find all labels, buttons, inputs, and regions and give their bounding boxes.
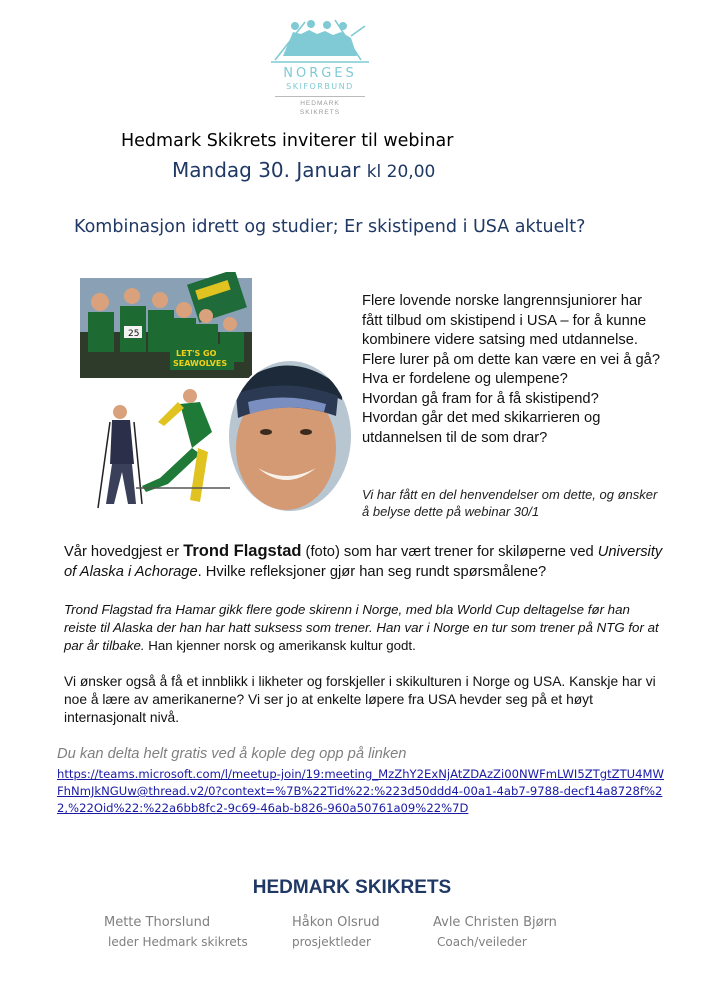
teams-meeting-link[interactable]: https://teams.microsoft.com/l/meetup-join/19:meeting_MzZhY2ExNjAtZDAzZi00NWFmLWI5ZTgtZTU4MWFhNmJkNGUw@thread.v2/0?context=%7B%22Tid%22:%223d50ddd4-00a1-4ab7-9788-decf14a8728f%22,%22Oid%22:%22a6bb8fc2-9c69-46ab-b826-960a50761a09%22%7D xyxy=(57,767,664,815)
logo-skikrets: SKIKRETS xyxy=(299,109,341,116)
date-line xyxy=(172,158,435,182)
banner-line1: LET'S GO xyxy=(176,349,217,358)
guest-pre: Vår hovedgjest er xyxy=(64,544,184,560)
guest-post: . Hvilke refleksjoner gjør han seg rundt spørsmålene? xyxy=(197,564,547,580)
logo-norges: NORGES xyxy=(283,66,357,81)
contact-role-1: leder Hedmark skikrets xyxy=(108,935,248,949)
bio-italic: Trond Flagstad fra Hamar gikk flere gode skirenn i Norge, med bla World Cup deltagelse før han reiste til Alaska der han har hatt suksess som trener. Han var i Norge en tur som trener på NTG for at par år tilbake. xyxy=(64,602,659,653)
join-instruction: Du kan delta helt gratis ved å kople deg opp på linken xyxy=(57,746,407,762)
logo-skiforbund: SKIFORBUND xyxy=(286,82,354,91)
intro-text xyxy=(362,292,662,448)
norges-skiforbund-logo xyxy=(265,16,375,116)
bio-plain: Han kjenner norsk og amerikansk kultur godt. xyxy=(144,638,416,653)
org-name: HEDMARK SKIKRETS xyxy=(252,877,452,898)
logo-divider xyxy=(275,96,365,97)
bio-paragraph xyxy=(64,601,664,655)
guest-mid: (foto) som har vært trener for skiløperne ved xyxy=(301,544,598,560)
team-photo xyxy=(80,272,252,378)
skiers-logo-icon xyxy=(265,16,375,66)
guest-paragraph xyxy=(64,541,664,582)
photo-collage xyxy=(80,272,360,512)
intro-note: Vi har fått en del henvendelser om dette, og ønsker å belyse dette på webinar 30/1 xyxy=(362,487,658,519)
contact-role-2: prosjektleder xyxy=(292,935,371,949)
banner-line2: SEAWOLVES xyxy=(173,359,228,368)
contact-name-2: Håkon Olsrud xyxy=(292,915,380,930)
contact-name-3: Avle Christen Bjørn xyxy=(433,915,557,930)
contact-name-1: Mette Thorslund xyxy=(104,915,211,930)
intro-paragraph-1: Flere lovende norske langrennsjuniorer har fått tilbud om skistipend i USA – for å kunne kombinere videre satsing med utdannelse. Flere lurer på om dette kan være en vei å gå? Hva er fordelene og ulempene? xyxy=(362,293,660,387)
guest-name: Trond Flagstad xyxy=(183,542,302,560)
topic-heading: Kombinasjon idrett og studier; Er skistipend i USA aktuelt? xyxy=(74,217,586,237)
wish-paragraph: Vi ønsker også å få et innblikk i likheter og forskjeller i skikulturen i Norge og USA. Kanskje har vi noe å lære av amerikanerne? Vi ser jo at enkelte løpere fra USA hevder seg på et høyt internasjonalt nivå. xyxy=(64,674,656,725)
invite-heading: Hedmark Skikrets inviterer til webinar xyxy=(121,131,454,151)
intro-paragraph-2: Hvordan gå fram for å få skistipend? xyxy=(362,390,599,407)
bib-number: 25 xyxy=(128,329,140,339)
guest-university: University of Alaska i Achorage xyxy=(64,544,663,580)
skiers-photo xyxy=(90,382,240,512)
event-time: kl 20,00 xyxy=(366,162,436,182)
logo-hedmark: HEDMARK xyxy=(300,100,340,107)
contact-role-3: Coach/veileder xyxy=(437,935,527,949)
intro-paragraph-3: Hvordan går det med skikarrieren og utdannelsen til de som drar? xyxy=(362,410,601,446)
event-date: Mandag 30. Januar xyxy=(172,158,361,182)
